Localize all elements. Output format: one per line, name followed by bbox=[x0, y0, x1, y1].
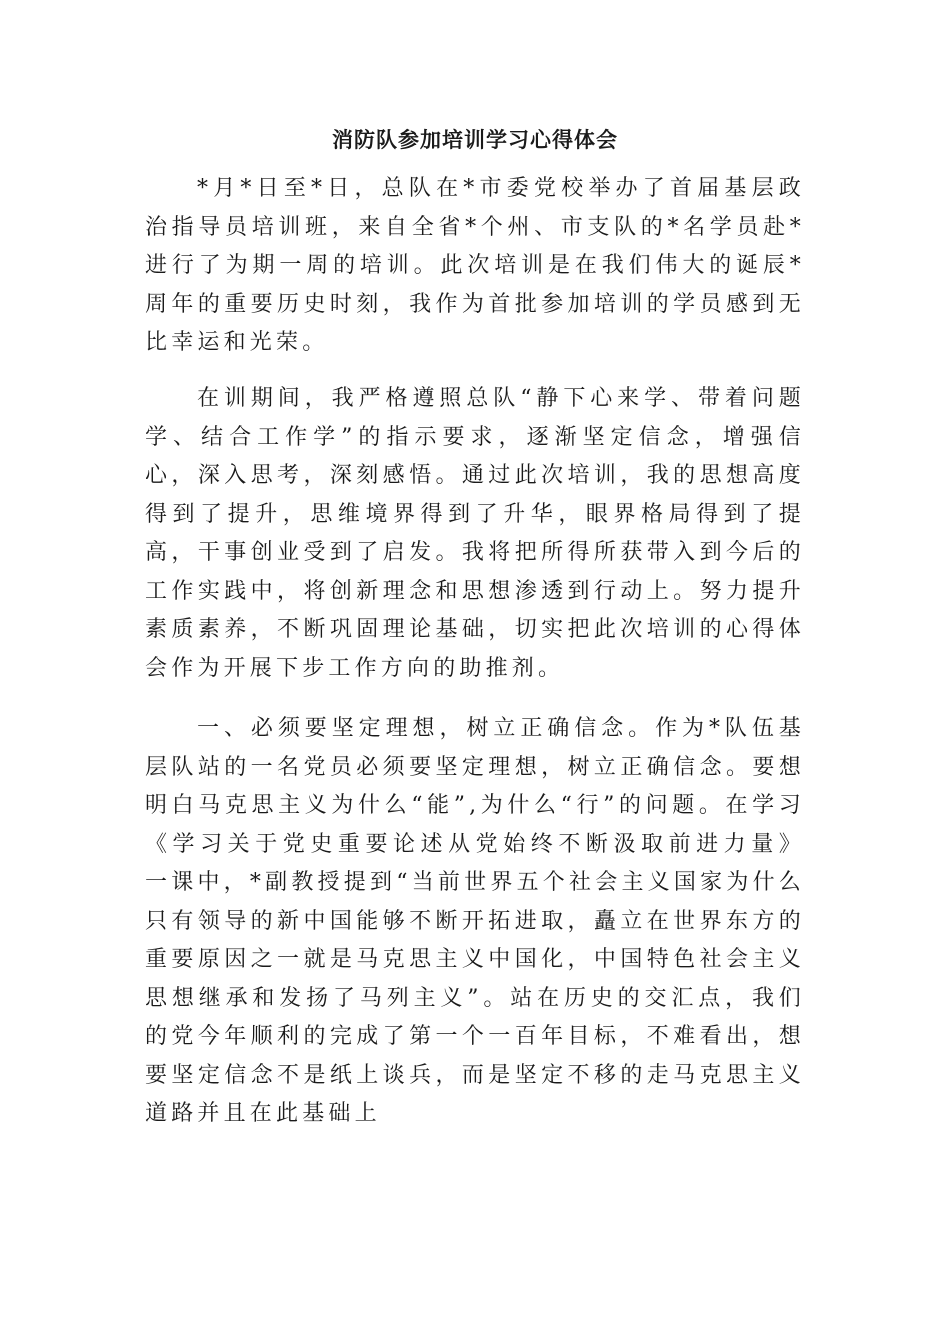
paragraph-section-one: 一、必须要坚定理想，树立正确信念。作为*队伍基层队站的一名党员必须要坚定理想，树立正确信念。要想明白马克思主义为什么“能”,为什么“行”的问题。在学习《学习关于党史重要论述从党始终不断汲取前进力量》 一课中，*副教授提到“当前世界五个社会主义国家为什么只有领导的新中国能够不断开拓进取，矗立在世界东方的重要原因之一就是马克思主义中国化，中国特色社会主义思想继承和发扬了马列主义”。站在历史的交汇点，我们的党今年顺利的完成了第一个一百年目标，不难看出，想要坚定信念不是纸上谈兵，而是坚定不移的走马克思主义道路并且在此基础上 bbox=[145, 716, 805, 1126]
paragraph-training-period: 在训期间，我严格遵照总队“静下心来学、带着问题学、结合工作学”的指示要求，逐渐坚定信念，增强信心，深入思考，深刻感悟。通过此次培训，我的思想高度得到了提升，思维境界得到了升华，眼界格局得到了提高，干事创业受到了启发。我将把所得所获带入到今后的工作实践中，将创新理念和思想渗透到行动上。努力提升素质素养，不断巩固理论基础，切实把此次培训的心得体会作为开展下步工作方向的助推剂。 bbox=[145, 386, 805, 681]
document-title: 消防队参加培训学习心得体会 bbox=[332, 128, 618, 152]
paragraph-intro: *月*日至*日，总队在*市委党校举办了首届基层政治指导员培训班，来自全省*个州、市支队的*名学员赴*进行了为期一周的培训。此次培训是在我们伟大的诞辰*周年的重要历史时刻，我作为首批参加培训的学员感到无比幸运和光荣。 bbox=[145, 176, 805, 355]
